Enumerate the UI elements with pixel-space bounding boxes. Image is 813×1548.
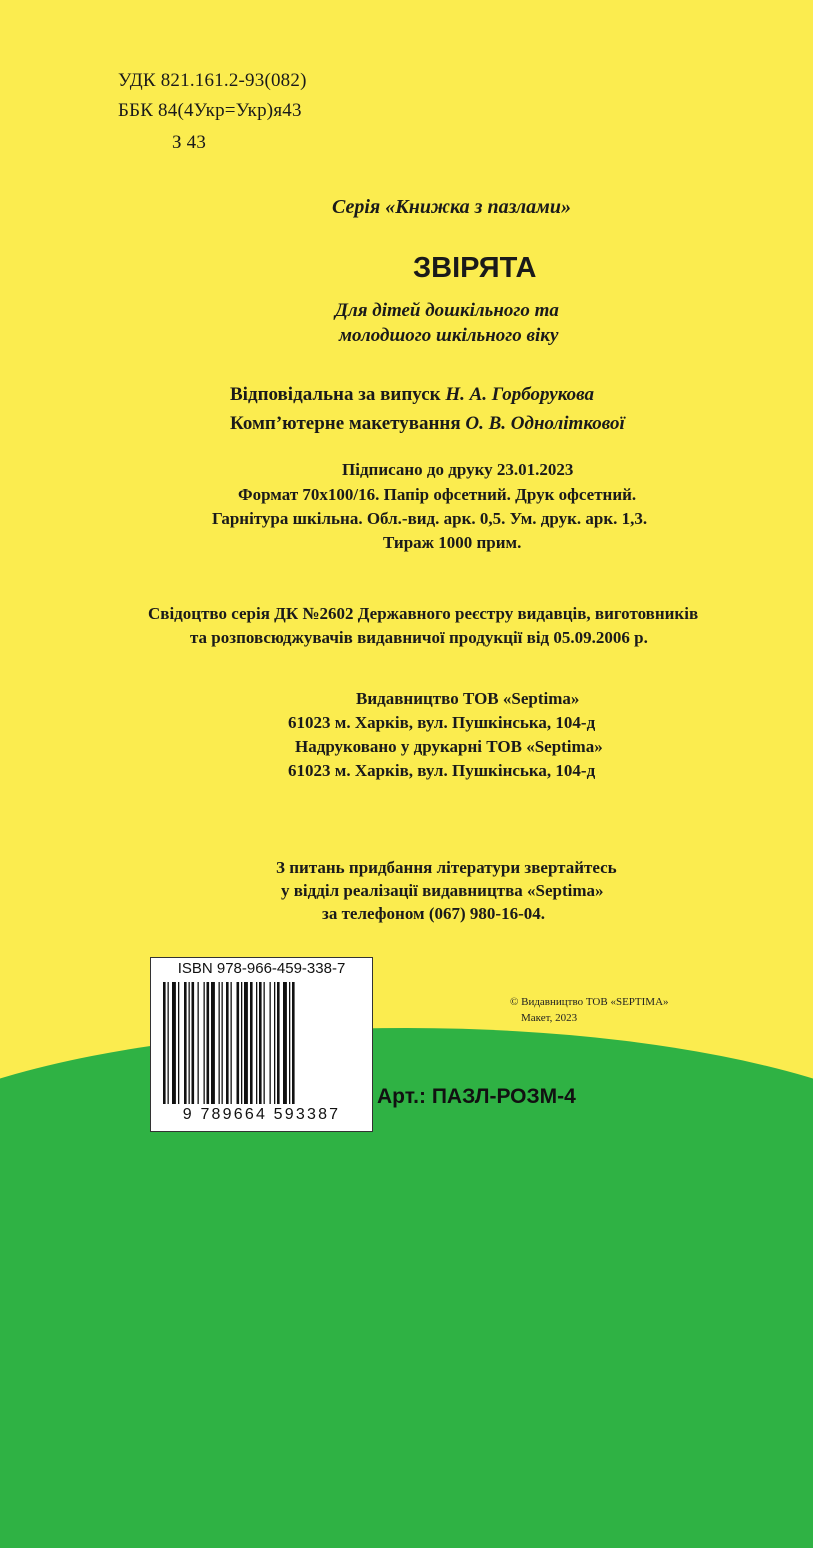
author-mark: З 43 — [172, 132, 207, 153]
responsible-label: Відповідальна за випуск — [230, 384, 441, 405]
barcode-digits: 9 789664 593387 — [182, 1106, 341, 1123]
publisher-address: 61023 м. Харків, вул. Пушкінська, 104-д — [288, 713, 596, 732]
contact-line-1: З питань придбання літератури звертайтесь — [276, 858, 617, 877]
responsible-line — [230, 384, 594, 406]
print-run: Тираж 1000 прим. — [383, 533, 522, 552]
barcode-block — [150, 957, 373, 1132]
certificate-line-1: Свідоцтво серія ДК №2602 Державного реєстру видавців, виготовників — [148, 604, 699, 623]
series-line: Серія «Книжка з пазлами» — [332, 196, 572, 218]
layout-line — [230, 413, 625, 435]
printer-address: 61023 м. Харків, вул. Пушкінська, 104-д — [288, 761, 596, 780]
printer-name: Надруковано у друкарні ТОВ «Septima» — [295, 737, 603, 756]
copyright-line: © Видавництво ТОВ «SEPTIMA» — [510, 996, 669, 1008]
barcode-image — [161, 982, 362, 1104]
udk-line: УДК 821.161.2-93(082) — [118, 70, 307, 91]
isbn-label: ISBN 978-966-459-338-7 — [177, 960, 346, 977]
book-title: ЗВІРЯТА — [413, 252, 537, 284]
contact-phone: за телефоном (067) 980-16-04. — [322, 904, 545, 923]
layout-name: О. В. Одноліткової — [465, 413, 625, 434]
audience-line-2: молодшого шкільного віку — [339, 325, 559, 346]
contact-line-2: у відділ реалізації видавництва «Septima» — [281, 881, 604, 900]
print-date: Підписано до друку 23.01.2023 — [342, 460, 574, 479]
print-format: Формат 70х100/16. Папір офсетний. Друк офсетний. — [238, 485, 637, 504]
responsible-name: Н. А. Горборукова — [445, 384, 594, 405]
copyright-year: Макет, 2023 — [521, 1012, 578, 1024]
audience-line-1: Для дітей дошкільного та — [335, 300, 559, 321]
article-number: Арт.: ПАЗЛ-РОЗМ-4 — [377, 1085, 576, 1108]
bbk-line: ББК 84(4Укр=Укр)я43 — [118, 100, 302, 121]
certificate-line-2: та розповсюджувачів видавничої продукції від 05.09.2006 р. — [190, 628, 648, 647]
layout-label: Комп’ютерне макетування — [230, 413, 461, 434]
print-font: Гарнітура шкільна. Обл.-вид. арк. 0,5. Ум. друк. арк. 1,3. — [212, 509, 648, 528]
publisher-name: Видавництво ТОВ «Septima» — [356, 689, 580, 708]
